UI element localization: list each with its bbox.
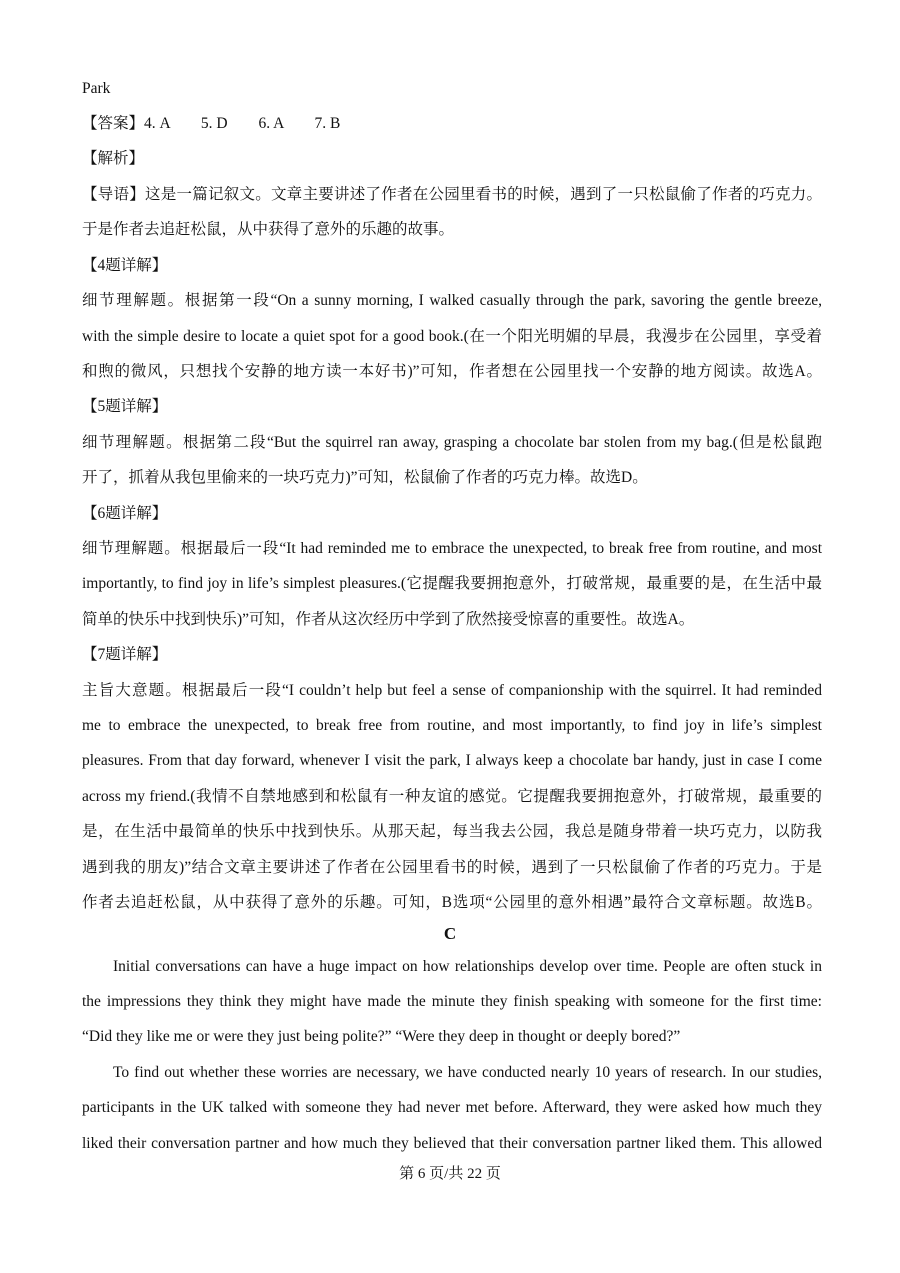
text-line: 细节理解题。根据第一段“On a sunny morning, I walked casually through the park, savoring the gentle breeze, [82, 292, 822, 309]
text-line: pleasures. From that day forward, whenever I visit the park, I always keep a chocolate bar handy, just in case I come [82, 752, 822, 769]
text-line: 【导语】这是一篇记叙文。文章主要讲述了作者在公园里看书的时候，遇到了一只松鼠偷了作者的巧克力。 [82, 186, 822, 203]
text-line: with the simple desire to locate a quiet spot for a good book.(在一个阳光明媚的早晨，我漫步在公园里，享受着 [82, 328, 822, 345]
question-heading: 【6题详解】 [82, 505, 168, 522]
text-line: me to embrace the unexpected, to break free from routine, and most importantly, to find joy in life’s simplest [82, 717, 822, 734]
section-heading: C [443, 924, 457, 943]
question-heading: 【4题详解】 [82, 257, 168, 274]
analysis-label: 【解析】 [82, 150, 145, 167]
text-line: 主旨大意题。根据最后一段“I couldn’t help but feel a sense of companionship with the squirrel. It had reminded [82, 682, 822, 699]
text-line: 简单的快乐中找到快乐)”可知，作者从这次经历中学到了欣然接受惊喜的重要性。故选A。 [82, 611, 695, 628]
passage-line: “Did they like me or were they just being polite?” “Were they deep in thought or deeply bored?” [82, 1028, 681, 1045]
passage-line: liked their conversation partner and how much they believed that their conversation partner liked them. This allowed [82, 1135, 822, 1152]
question-heading: 【7题详解】 [82, 646, 168, 663]
text-line: across my friend.(我情不自禁地感到和松鼠有一种友谊的感觉。它提醒我要拥抱意外，打破常规，最重要的 [82, 788, 822, 805]
text-line: importantly, to find joy in life’s simplest pleasures.(它提醒我要拥抱意外，打破常规，最重要的是，在生活中最 [82, 575, 822, 592]
question-heading: 【5题详解】 [82, 398, 168, 415]
passage-line: Initial conversations can have a huge impact on how relationships develop over time. People are often stuck in [113, 958, 822, 975]
text-line: 作者去追赶松鼠，从中获得了意外的乐趣。可知，B选项“公园里的意外相遇”最符合文章标题。故选B。 [82, 894, 822, 911]
text-line: 遇到我的朋友)”结合文章主要讲述了作者在公园里看书的时候，遇到了一只松鼠偷了作者的巧克力。于是 [82, 859, 822, 876]
answer-line: 【答案】4. A 5. D 6. A 7. B [82, 115, 341, 132]
text-line: 于是作者去追赶松鼠，从中获得了意外的乐趣的故事。 [82, 221, 455, 238]
text-line: 细节理解题。根据最后一段“It had reminded me to embrace the unexpected, to break free from routine, and most [82, 540, 822, 557]
text-line: 开了，抓着从我包里偷来的一块巧克力)”可知，松鼠偷了作者的巧克力棒。故选D。 [82, 469, 648, 486]
text-line: 是，在生活中最简单的快乐中找到快乐。从那天起，每当我去公园，我总是随身带着一块巧克力，以防我 [82, 823, 822, 840]
passage-line: To find out whether these worries are necessary, we have conducted nearly 10 years of research. In our studies, [113, 1064, 822, 1081]
text-line: Park [82, 80, 111, 97]
passage-line: participants in the UK talked with someone they had never met before. Afterward, they were asked how much they [82, 1099, 822, 1116]
page-footer: 第 6 页/共 22 页 [399, 1166, 501, 1182]
text-line: 细节理解题。根据第二段“But the squirrel ran away, grasping a chocolate bar stolen from my bag.(但是松鼠跑 [82, 434, 822, 451]
passage-line: the impressions they think they might have made the minute they finish speaking with someone for the first time: [82, 993, 822, 1010]
text-line: 和煦的微风，只想找个安静的地方读一本好书)”可知，作者想在公园里找一个安静的地方阅读。故选A。 [82, 363, 822, 380]
